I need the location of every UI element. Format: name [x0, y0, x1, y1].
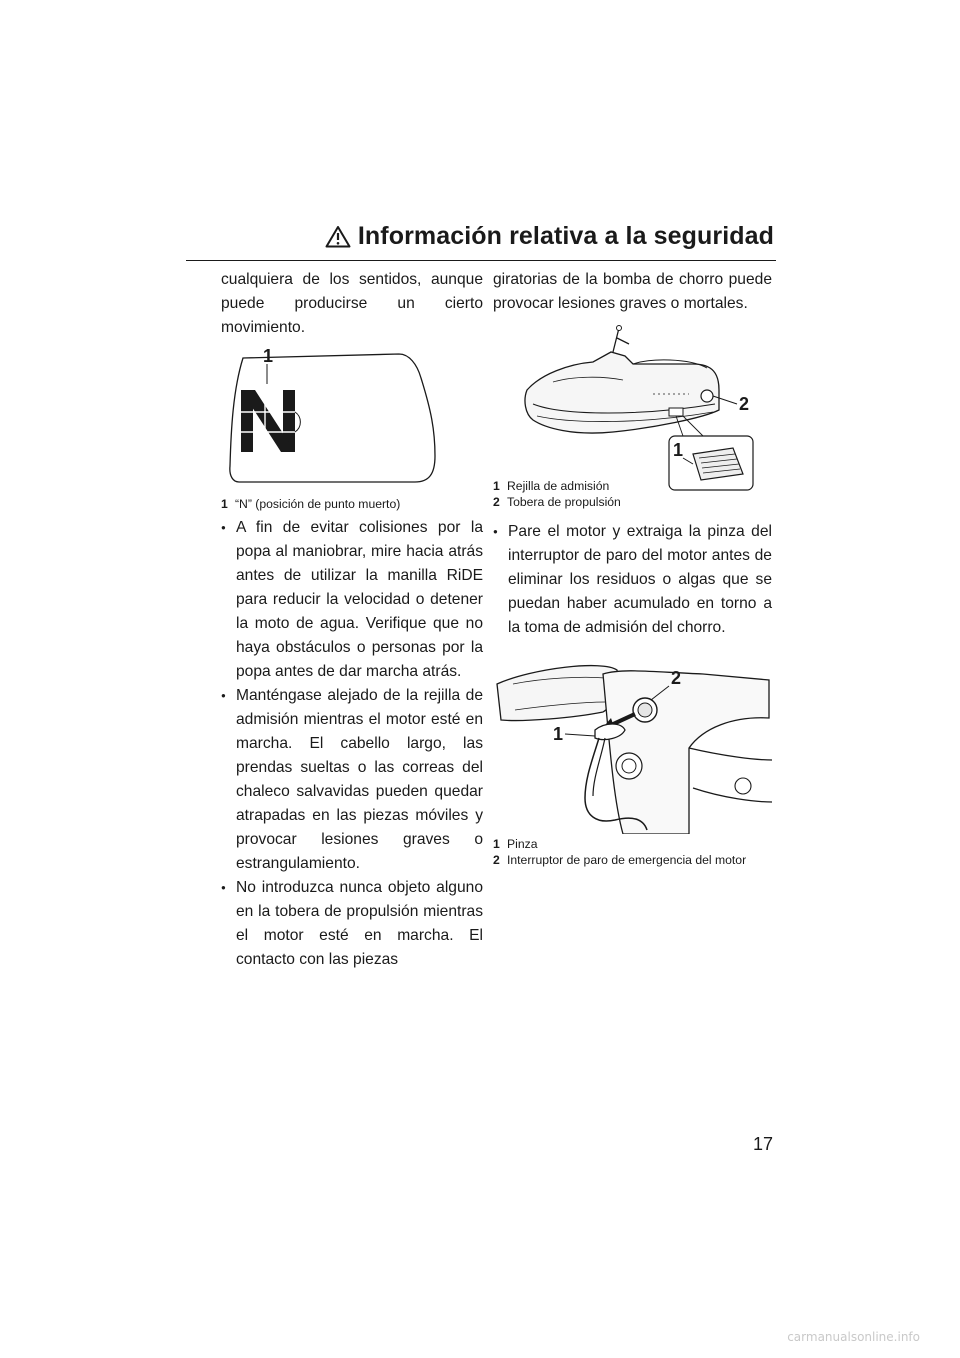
right-bullet-1: ● Pare el motor y extraiga la pinza del interruptor de paro del motor antes de eliminar los residuos o algas que se puedan haber acumulado en torno a la toma de admisión del chorro. — [493, 520, 772, 640]
watercraft-illustration — [493, 324, 772, 492]
handlebar-clip-illustration — [493, 648, 772, 834]
page-header — [186, 222, 776, 256]
figure1-caption-text: “N” (posición de punto muerto) — [235, 497, 401, 511]
figure-watercraft — [493, 324, 772, 514]
figure-handlebar-clip — [493, 648, 772, 888]
figure2-caption-1 — [493, 478, 772, 494]
figure1-caption-number: 1 — [221, 497, 228, 511]
page-title: Información relativa a la seguridad — [357, 222, 774, 250]
figure2-caption-1-text: Rejilla de admisión — [507, 479, 610, 493]
left-bullet-1: ● A fin de evitar colisiones por la popa al maniobrar, mire hacia atrás antes de utilizar la manilla RiDE para reducir la velocidad o detener la moto de agua. Verifique que no haya obstáculos o personas por la popa antes de dar marcha atrás. — [221, 516, 483, 684]
figure2-caption-1-number: 1 — [493, 479, 500, 493]
neutral-display-illustration — [221, 346, 483, 496]
right-intro-text: giratorias de la bomba de chorro puede provocar lesiones graves o mortales. — [493, 271, 772, 312]
figure3-caption-1-number: 1 — [493, 837, 500, 851]
right-column — [493, 268, 772, 888]
figure2-caption-2-text: Tobera de propulsión — [507, 495, 621, 509]
left-column — [221, 268, 483, 972]
header-rule — [186, 260, 776, 261]
figure2-caption-2-number: 2 — [493, 495, 500, 509]
figure3-callout-1: 1 — [553, 724, 564, 744]
left-intro-text: cualquiera de los sentidos, aunque puede producirse un cierto movimiento. — [221, 271, 483, 336]
warning-triangle-icon — [325, 225, 351, 248]
left-bullet-2: ● Manténgase alejado de la rejilla de admisión mientras el motor esté en marcha. El cabello largo, las prendas sueltas o las correas del chaleco salvavidas pueden quedar atrapadas en las piezas móviles y provocar lesiones graves o estrangulamiento. — [221, 684, 483, 876]
figure2-callout-2: 2 — [739, 394, 750, 414]
page-number: 17 — [752, 1134, 773, 1154]
figure3-callout-2: 2 — [671, 668, 682, 688]
figure-neutral-indicator — [221, 346, 483, 516]
figure3-caption-2-text: Interruptor de paro de emergencia del motor — [507, 853, 747, 867]
figure3-caption-2 — [493, 852, 772, 868]
left-bullet-3: ● No introduzca nunca objeto alguno en la tobera de propulsión mientras el motor esté en marcha. El contacto con las piezas — [221, 876, 483, 972]
figure1-caption — [221, 496, 497, 512]
figure3-caption-1-text: Pinza — [507, 837, 538, 851]
page-title-row — [325, 222, 774, 251]
figure3-caption-2-number: 2 — [493, 853, 500, 867]
figure2-callout-1: 1 — [673, 440, 684, 460]
n-glyph-icon — [241, 390, 300, 452]
figure1-callout: 1 — [263, 346, 274, 366]
figure3-caption-1 — [493, 836, 772, 852]
figure2-caption-2 — [493, 494, 772, 510]
watermark: carmanualsonline.info — [787, 1330, 920, 1344]
